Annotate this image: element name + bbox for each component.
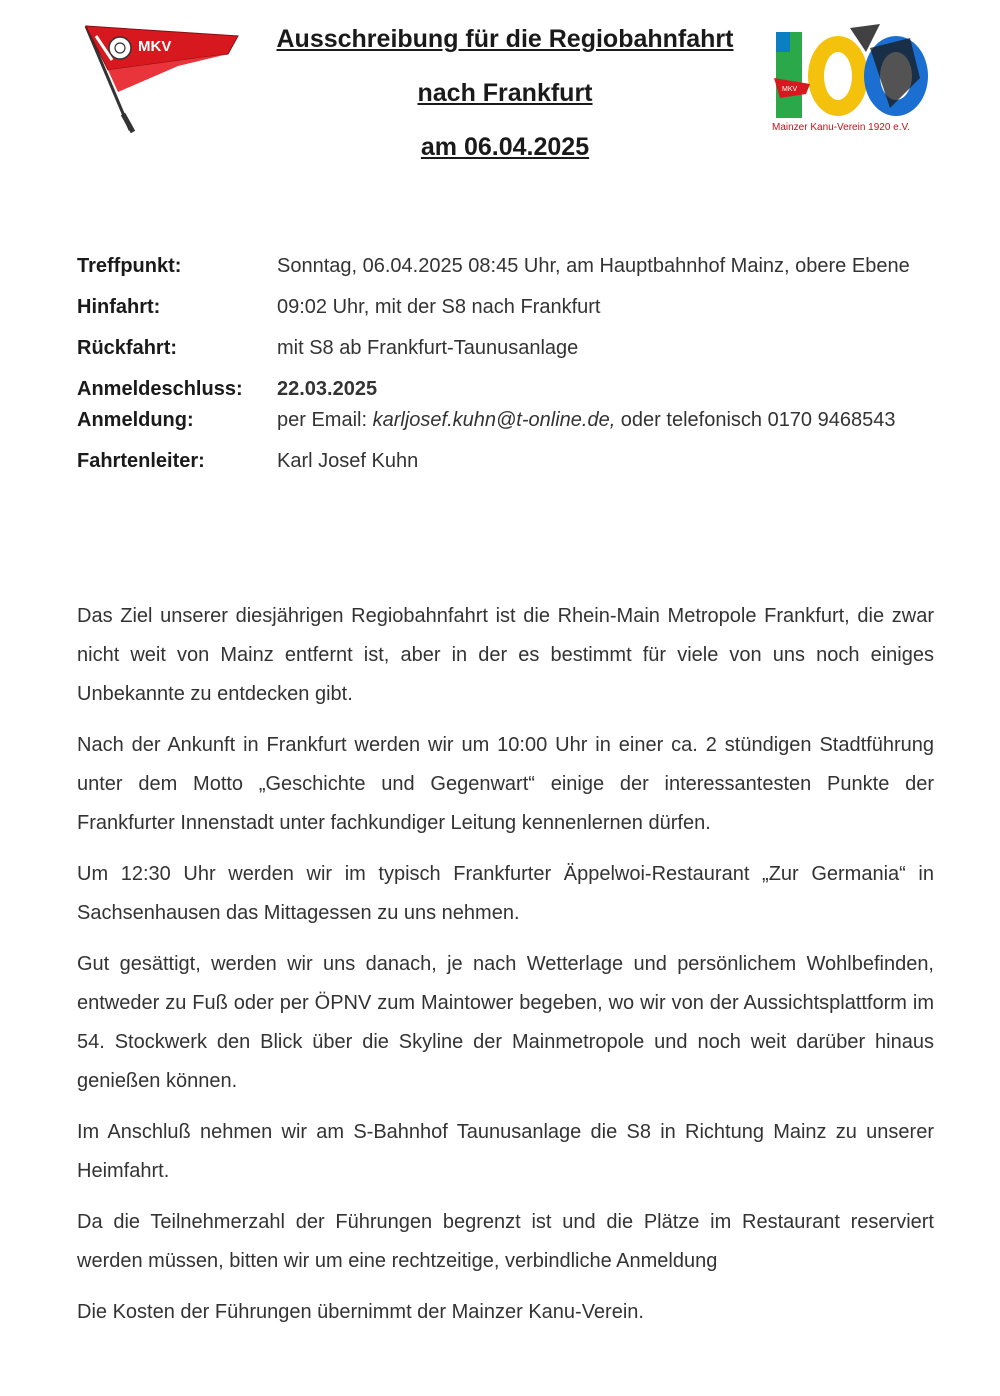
paragraph: Das Ziel unserer diesjährigen Regiobahnfahrt ist die Rhein-Main Metropole Frankfurt, die zwar nicht weit von Mainz entfernt ist, aber in der es bestimmt für viele von uns noch einiges Unbekannte zu entdecken gibt.: [77, 605, 934, 705]
anniversary-mark: MKV: [782, 86, 798, 93]
info-row-anmeldung: [77, 405, 937, 436]
info-row-anmeldeschluss: [77, 374, 937, 405]
paragraph: Gut gesättigt, werden wir uns danach, je nach Wetterlage und persönlichem Wohlbefinden, entweder zu Fuß oder per ÖPNV zum Maintower begeben, wo wir von der Aussichtsplattform im 54. Stockwerk den Blick über die Skyline der Mainmetropole und noch weit darüber hinaus genießen können.: [77, 953, 934, 1092]
treffpunkt-label: Treffpunkt:: [77, 255, 182, 277]
title-line-3: am 06.04.2025: [420, 133, 590, 161]
rueckfahrt-value: mit S8 ab Frankfurt-Taunusanlage: [277, 337, 579, 359]
trip-info: [77, 251, 937, 477]
paragraph: Nach der Ankunft in Frankfurt werden wir um 10:00 Uhr in einer ca. 2 stündigen Stadtführung unter dem Motto „Geschichte und Gegenwart“ einige der interessantesten Punkte der Frankfurter Innenstadt unter fachkundiger Leitung kennenlernen dürfen.: [77, 734, 934, 834]
document-title: [200, 12, 810, 174]
anmeldeschluss-value: 22.03.2025: [277, 378, 378, 400]
logo-caption: Mainzer Kanu-Verein 1920 e.V.: [772, 122, 911, 133]
info-row-rueckfahrt: [77, 333, 937, 364]
hinfahrt-label: Hinfahrt:: [77, 296, 161, 318]
title-line-1: Ausschreibung für die Regiobahnfahrt: [276, 25, 734, 53]
svg-text:100: 100: [810, 116, 812, 117]
contact-email[interactable]: karljosef.kuhn@t-online.de,: [372, 409, 616, 431]
anmeldung-prefix: per Email:: [277, 409, 373, 431]
paragraph: Da die Teilnehmerzahl der Führungen begrenzt ist und die Plätze im Restaurant reserviert werden müssen, bitten wir um eine rechtzeitige, verbindliche Anmeldung: [77, 1211, 934, 1272]
fahrtenleiter-value: Karl Josef Kuhn: [277, 450, 419, 472]
anniversary-logo: [770, 18, 940, 140]
anmeldung-label: Anmeldung:: [77, 409, 194, 431]
pennant-text: MKV: [138, 38, 172, 55]
info-row-fahrtenleiter: [77, 446, 937, 477]
fahrtenleiter-label: Fahrtenleiter:: [77, 450, 205, 472]
anmeldung-phone: oder telefonisch 0170 9468543: [615, 409, 896, 431]
title-line-2: nach Frankfurt: [417, 79, 593, 107]
paragraph: Im Anschluß nehmen wir am S-Bahnhof Taunusanlage die S8 in Richtung Mainz zu unserer Heimfahrt.: [77, 1121, 934, 1182]
info-row-hinfahrt: [77, 292, 937, 323]
treffpunkt-value: Sonntag, 06.04.2025 08:45 Uhr, am Hauptbahnhof Mainz, obere Ebene: [277, 255, 910, 277]
anmeldeschluss-label: Anmeldeschluss:: [77, 378, 243, 400]
paragraph: Um 12:30 Uhr werden wir im typisch Frankfurter Äppelwoi-Restaurant „Zur Germania“ in Sachsenhausen das Mittagessen zu uns nehmen.: [77, 863, 934, 924]
anmeldung-value: [277, 405, 937, 436]
announcement-body: [77, 597, 934, 1344]
rueckfahrt-label: Rückfahrt:: [77, 337, 178, 359]
info-row-treffpunkt: [77, 251, 937, 282]
hinfahrt-value: 09:02 Uhr, mit der S8 nach Frankfurt: [277, 296, 601, 318]
anniversary-100-icon: [770, 18, 940, 122]
paragraph: Die Kosten der Führungen übernimmt der Mainzer Kanu-Verein.: [77, 1301, 644, 1323]
